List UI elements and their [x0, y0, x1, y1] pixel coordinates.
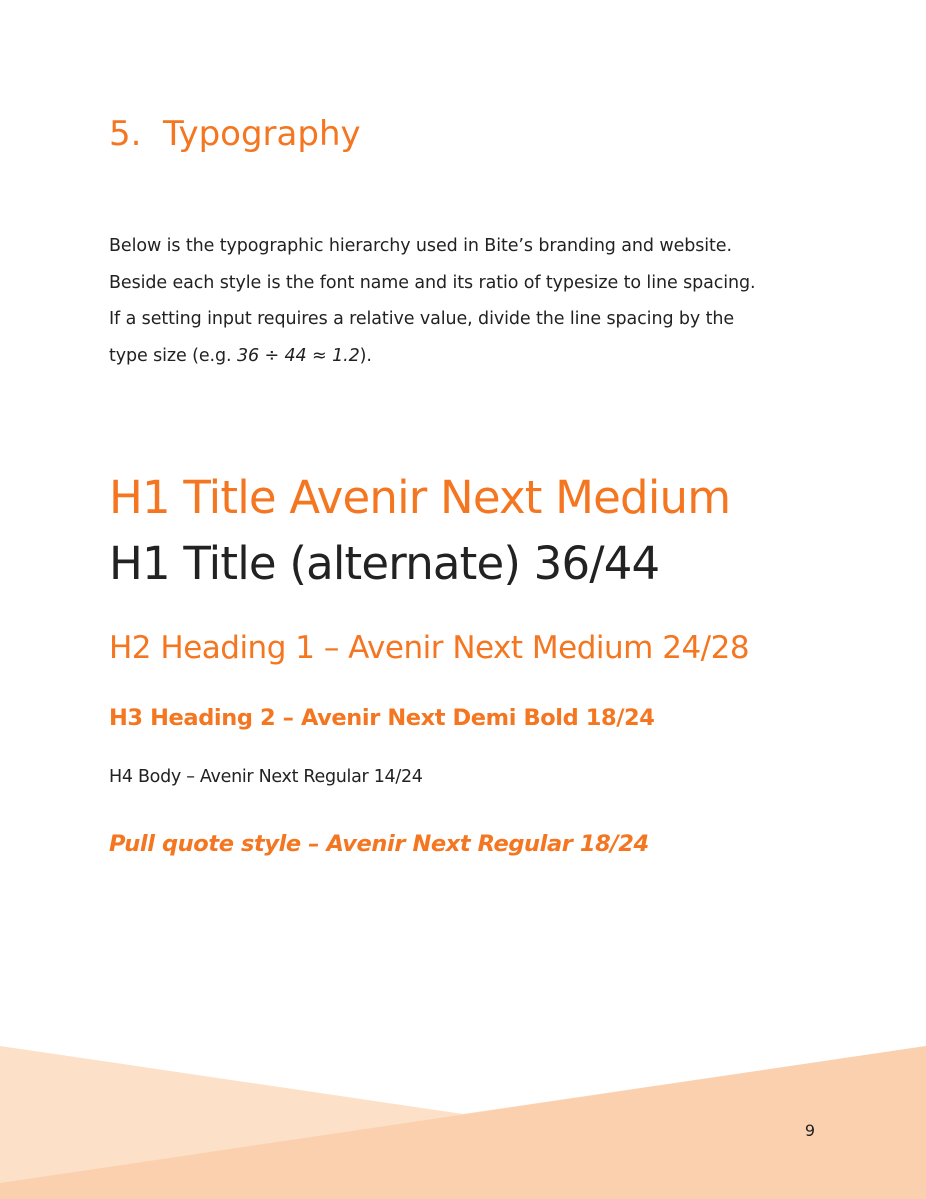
- h1-title-alternate-sample: H1 Title (alternate) 36/44: [109, 537, 660, 590]
- pull-quote-sample: Pull quote style – Avenir Next Regular 18/24: [109, 831, 649, 857]
- intro-line-suffix: ).: [359, 345, 372, 366]
- page-number: 9: [804, 1121, 816, 1140]
- h1-title-sample: H1 Title Avenir Next Medium: [109, 471, 731, 524]
- section-number: 5.: [109, 114, 142, 154]
- h3-heading-sample: H3 Heading 2 – Avenir Next Demi Bold 18/24: [109, 705, 655, 731]
- ratio-example: 36 ÷ 44 ≈ 1.2: [236, 345, 360, 366]
- footer-decorative-band: [0, 1040, 926, 1199]
- intro-line: Below is the typographic hierarchy used in Bite’s branding and website.: [109, 236, 732, 256]
- intro-line: Beside each style is the font name and its ratio of typesize to line spacing.: [109, 272, 756, 293]
- section-heading: [109, 112, 361, 156]
- section-title: Typography: [163, 114, 361, 154]
- intro-paragraph: [109, 228, 829, 374]
- intro-line: If a setting input requires a relative value, divide the line spacing by the: [109, 309, 735, 329]
- h4-body-sample: H4 Body – Avenir Next Regular 14/24: [109, 767, 423, 787]
- intro-line-prefix: type size (e.g.: [109, 345, 237, 366]
- h2-heading-sample: H2 Heading 1 – Avenir Next Medium 24/28: [109, 630, 750, 666]
